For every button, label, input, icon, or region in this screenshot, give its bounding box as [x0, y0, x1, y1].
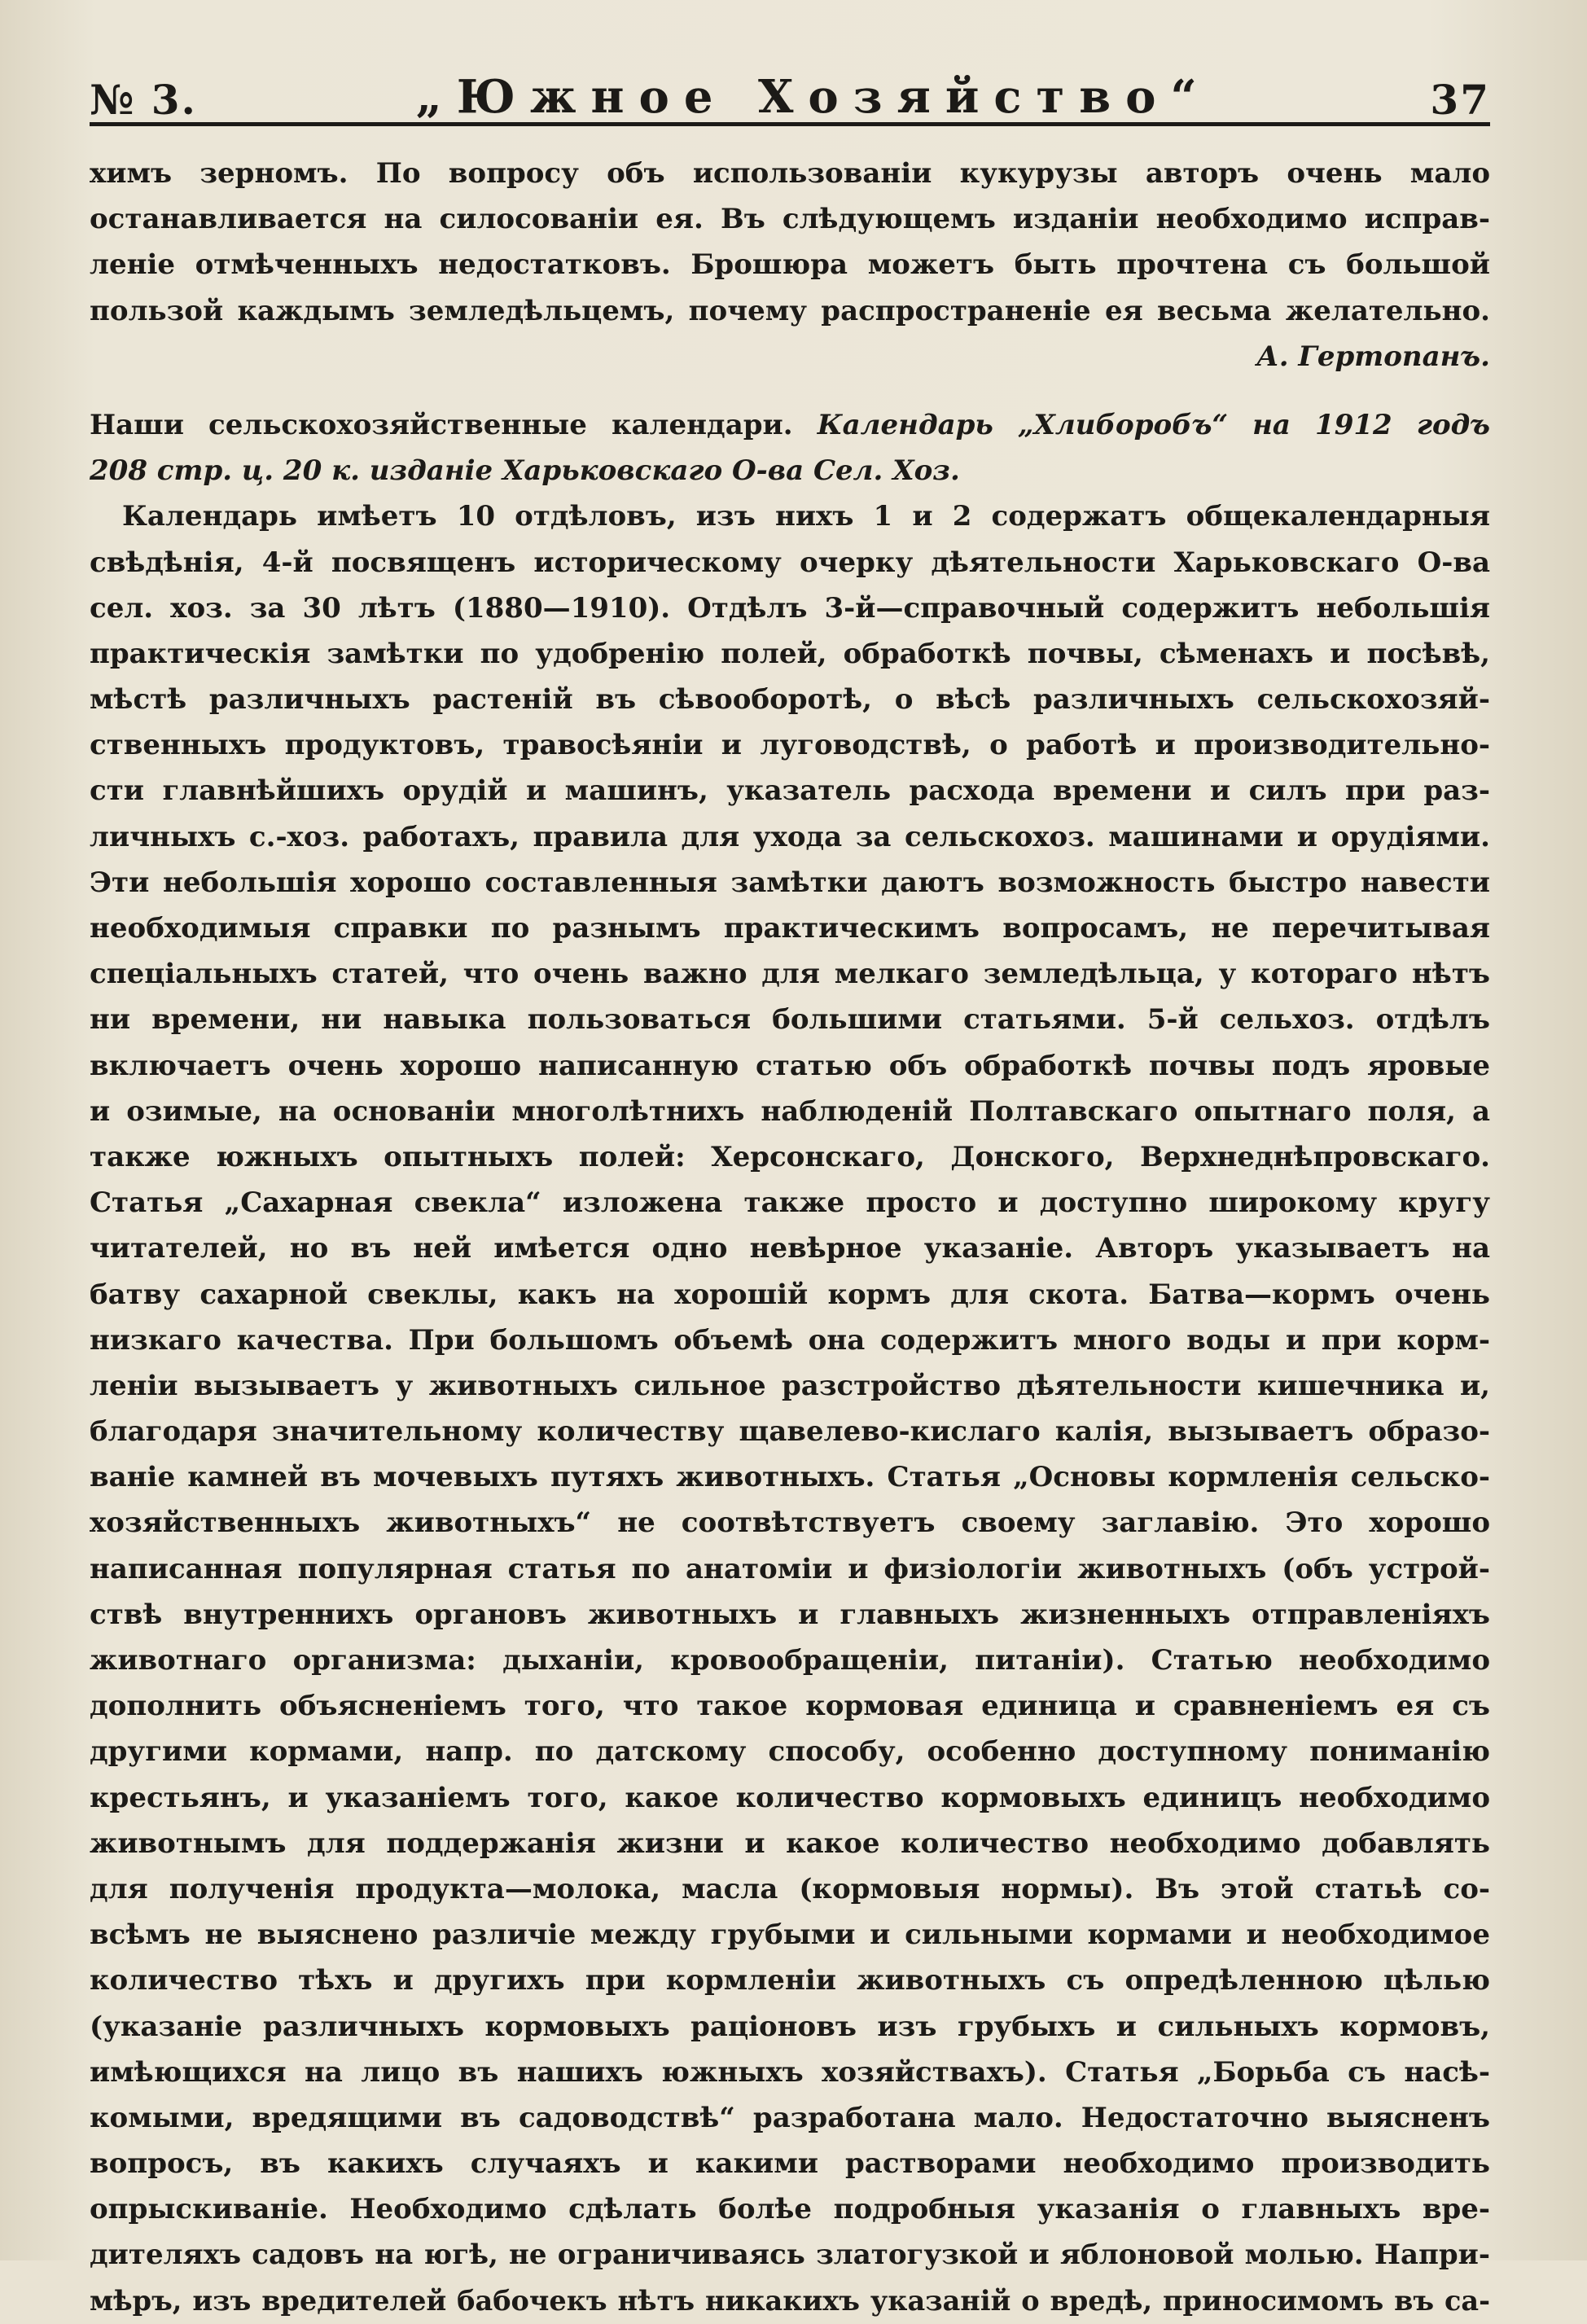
text-line: низкаго качества. При большомъ объемѣ она содержитъ много воды и при корм-	[90, 1323, 1490, 1357]
text-line: читателей, но въ ней имѣется одно невѣрное указаніе. Авторъ указываетъ на	[90, 1232, 1490, 1265]
text-line: (указаніе различныхъ кормовыхъ раціоновъ изъ грубыхъ и сильныхъ кормовъ,	[90, 2010, 1490, 2043]
text-line: комыми, вредящими въ садоводствѣ“ разработана мало. Недостаточно выясненъ	[90, 2101, 1490, 2134]
text-line: написанная популярная статья по анатоміи и физіологіи животныхъ (объ устрой-	[90, 1552, 1490, 1585]
text-line: имѣющихся на лицо въ нашихъ южныхъ хозяйствахъ). Статья „Борьба съ насѣ-	[90, 2055, 1490, 2089]
text-line: мѣръ, изъ вредителей бабочекъ нѣтъ никакихъ указаній о вредѣ, приносимомъ въ са-	[90, 2284, 1490, 2317]
text-line: химъ зерномъ. По вопросу объ использованіи кукурузы авторъ очень мало	[90, 157, 1490, 190]
text-line: крестьянъ, и указаніемъ того, какое количество кормовыхъ единицъ необходимо	[90, 1781, 1490, 1814]
issue-number: № 3.	[90, 76, 197, 124]
text-line: другими кормами, напр. по датскому способу, особенно доступному пониманію	[90, 1735, 1490, 1769]
text-line: вопросъ, въ какихъ случаяхъ и какими растворами необходимо производить	[90, 2147, 1490, 2181]
text-line: и озимые, на основаніи многолѣтнихъ наблюденій Полтавскаго опытнаго поля, а	[90, 1094, 1490, 1128]
text-line: батву сахарной свеклы, какъ на хорошій кормъ для скота. Батва—кормъ очень	[90, 1278, 1490, 1311]
section-heading-line	[90, 402, 1490, 448]
text-line: свѣдѣнія, 4-й посвященъ историческому очерку дѣятельности Харьковскаго О-ва	[90, 546, 1490, 579]
text-line: ственныхъ продуктовъ, травосѣяніи и луговодствѣ, о работѣ и производительно-	[90, 729, 1490, 762]
section-heading: Наши сельскохозяйственные календари.	[90, 408, 793, 441]
paragraph	[90, 493, 1490, 2324]
text-line: спеціальныхъ статей, что очень важно для мелкаго земледѣльца, у котораго нѣтъ	[90, 958, 1490, 991]
text-line: леніе отмѣченныхъ недостатковъ. Брошюра можетъ быть прочтена съ большой	[90, 248, 1490, 282]
text-line: необходимыя справки по разнымъ практическимъ вопросамъ, не перечитывая	[90, 912, 1490, 945]
section-citation: Календарь „Хлиборобъ“ на 1912 годъ	[817, 408, 1490, 441]
text-line: леніи вызываетъ у животныхъ сильное разстройство дѣятельности кишечника и,	[90, 1369, 1490, 1402]
text-line: практическія замѣтки по удобренію полей, обработкѣ почвы, сѣменахъ и посѣвѣ,	[90, 637, 1490, 670]
text-line: всѣмъ не выяснено различіе между грубыми и сильными кормами и необходимое	[90, 1918, 1490, 1952]
text-line: дителяхъ садовъ на югѣ, не ограничиваясь златогузкой и яблоновой молью. Напри-	[90, 2238, 1490, 2272]
text-line: также южныхъ опытныхъ полей: Херсонскаго, Донского, Верхнеднѣпровскаго.	[90, 1140, 1490, 1173]
text-line: опрыскиваніе. Необходимо сдѣлать болѣе подробныя указанія о главныхъ вре-	[90, 2193, 1490, 2226]
page-number: 37	[1430, 76, 1490, 124]
text-line: сти главнѣйшихъ орудій и машинъ, указатель расхода времени и силъ при раз-	[90, 774, 1490, 808]
text-line: пользой каждымъ земледѣльцемъ, почему распространеніе ея весьма желательно.	[90, 294, 1490, 327]
page-header	[90, 50, 1490, 124]
signature: А. Гертопанъ.	[1256, 340, 1490, 373]
text-line: количество тѣхъ и другихъ при кормленіи животныхъ съ опредѣленною цѣлью	[90, 1964, 1490, 1997]
text-line: хозяйственныхъ животныхъ“ не соотвѣтствуетъ своему заглавію. Это хорошо	[90, 1506, 1490, 1540]
text-line: ни времени, ни навыка пользоваться большими статьями. 5-й сельхоз. отдѣлъ	[90, 1003, 1490, 1037]
text-line: животнаго организма: дыханіи, кровообращеніи, питаніи). Статью необходимо	[90, 1644, 1490, 1677]
text-line: включаетъ очень хорошо написанную статью объ обработкѣ почвы подъ яровые	[90, 1049, 1490, 1082]
text-line: Эти небольшія хорошо составленныя замѣтки даютъ возможность быстро навести	[90, 866, 1490, 899]
text-line: Статья „Сахарная свекла“ изложена также просто и доступно широкому кругу	[90, 1186, 1490, 1220]
text-line: личныхъ с.-хоз. работахъ, правила для ухода за сельскохоз. машинами и орудіями.	[90, 820, 1490, 853]
text-line: животнымъ для поддержанія жизни и какое количество необходимо добавлять	[90, 1826, 1490, 1860]
journal-title: „Южное Хозяйство“	[415, 70, 1212, 124]
section-citation-cont: 208 стр. ц. 20 к. изданіе Харьковскаго О-ва Сел. Хоз.	[90, 454, 960, 488]
text-line: останавливается на силосованіи ея. Въ слѣдующемъ изданіи необходимо исправ-	[90, 203, 1490, 236]
text-line: дополнить объясненіемъ того, что такое кормовая единица и сравненіемъ ея съ	[90, 1690, 1490, 1723]
text-line: ваніе камней въ мочевыхъ путяхъ животныхъ. Статья „Основы кормленія сельско-	[90, 1461, 1490, 1494]
text-line: для полученія продукта—молока, масла (кормовыя нормы). Въ этой статьѣ со-	[90, 1872, 1490, 1905]
article-body	[90, 151, 1490, 2324]
header-rule	[90, 122, 1490, 126]
text-line: благодаря значительному количеству щавелево-кислаго калія, вызываетъ образо-	[90, 1415, 1490, 1449]
text-line: мѣстѣ различныхъ растеній въ сѣвооборотѣ, о вѣсѣ различныхъ сельскохозяй-	[90, 683, 1490, 717]
text-line: Календарь имѣетъ 10 отдѣловъ, изъ нихъ 1 и 2 содержатъ общекалендарныя	[122, 500, 1490, 533]
text-line: сел. хоз. за 30 лѣтъ (1880—1910). Отдѣлъ 3-й—справочный содержитъ небольшія	[90, 591, 1490, 625]
section-gap	[90, 379, 1490, 402]
text-line: ствѣ внутреннихъ органовъ животныхъ и главныхъ жизненныхъ отправленіяхъ	[90, 1598, 1490, 1631]
